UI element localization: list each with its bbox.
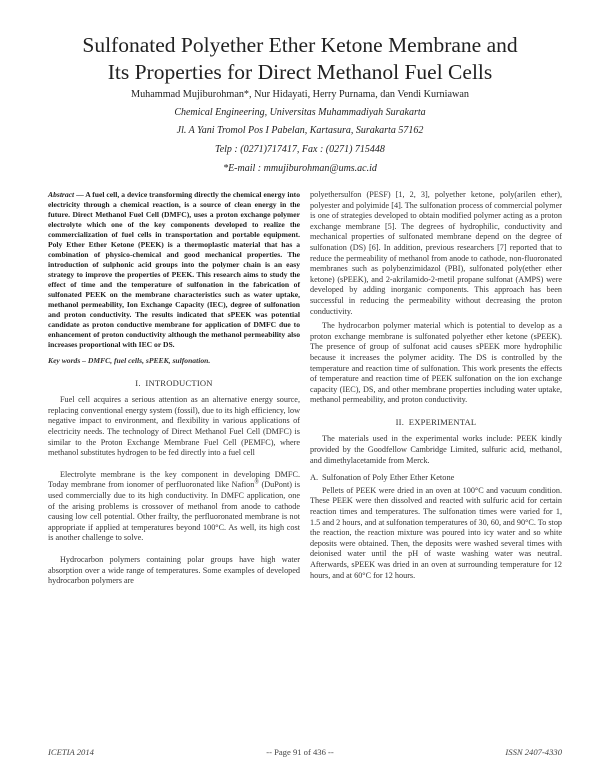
section-numeral: I. xyxy=(135,377,141,388)
subsection-heading xyxy=(310,473,562,484)
intro-paragraph-4: polyethersulfon (PESF) [1, 2, 3], polyether ketone, poly(arilen ether), polyester and polyimide [4]. The sulfonation process of commercial polymer is one of strategies developed to obtain modified polymer acting as a proton exchange membrane [5]. The degrees of hydrophilic, conductivity and mechanical properties of sulfonated membrane depend on the degree of sulfonation (DS) [6]. In addition, previous researchers [7] reported that to reduce the permeability of methanol from anode to cathode, non-fluoronated membranes such as polybenzimidazol (PBI), sulfonated poly(ether ether ketone) (sPEEK), and 2-akrilamido-2-metil propane sulfonat (AMPS) were developed by adding inorganic components. This approach has been successful in reducing the permeability without decreasing the proton conductivity. xyxy=(310,190,562,316)
subsection-letter: A. xyxy=(310,473,319,483)
intro-paragraph-2b: (DuPont) is used commercially due to its high conductivity. In DMFC application, one of the arising problems is crossover of methanol from anode to cathode causing low cell potential. Other frailty, the perfluoronated membrane is not appropriate if applied at temperatures beyond 100°C. As well, its high cost is another challenge to solve. xyxy=(48,480,301,543)
section-heading-introduction xyxy=(48,378,300,389)
right-column xyxy=(310,190,562,581)
title-line-1: Sulfonated Polyether Ether Ketone Membrane and xyxy=(82,33,518,57)
affiliation-department: Chemical Engineering, Universitas Muhammadiyah Surakarta xyxy=(174,107,426,118)
intro-paragraph-3: Hydrocarbon polymers containing polar groups have high water absorption over a wide range of temperatures. Some examples of developed hydrocarbon polymers are xyxy=(48,554,300,586)
abstract-text: — A fuel cell, a device transforming directly the chemical energy into electricity through a chemical reaction, is a source of clean energy in the future. Direct Methanol Fuel Cell (DMFC), uses a proton exchange polymer electrolyte which one of the key components developed to realize the commercialization of fuel cells in transportation and portable equipment. Poly Ether Ether Ketone (PEEK) is a thermoplastic material that has a combination of physico-chemical and good mechanical properties. The introduction of sulphonic acid groups into the polymer chain is an easy strategy to improve the properties of PEEK. This research aims to study the effect of time and the temperature of sulfonation in the fabrication of sulfonated PEEK on the membrane characteristics such as water uptake, methanol permeability, Ion Exchange Capacity (IEC), degree of sulfonation and proton conductivity. The results indicated that sPEEK was potential candidate as proton conductive membrane for application of DMFC due to enhancement of proton conductivity although the methanol permeability also increases proportional with IEC or DS. xyxy=(48,190,300,349)
left-column xyxy=(48,190,300,587)
intro-paragraph-5: The hydrocarbon polymer material which is potential to develop as a proton exchange membrane is sulfonated polyether ether ketone (sPEEK). The presence of group of sulfonat acid causes sPEEK more hydrophilic because it increases the polymer acidity. The DS is controlled by the temperature and reaction time of sulfonation. This work presents the effects of temperature and reaction time of PEEK sulfonation on the ion exchange capacity (IEC), DS, and other membrane properties including water uptake, methanol permeability, and proton conductivity. xyxy=(310,321,562,405)
affiliation-address: Jl. A Yani Tromol Pos I Pabelan, Kartasura, Surakarta 57162 xyxy=(176,125,424,136)
footer-page-number: -- Page 91 of 436 -- xyxy=(266,747,334,757)
keywords: Key words – DMFC, fuel cells, sPEEK, sulfonation. xyxy=(48,356,211,365)
affiliation-email: *E-mail : mmujiburohman@ums.ac.id xyxy=(223,163,377,174)
intro-paragraph-1: Fuel cell acquires a serious attention as an alternative energy source, replacing conventional energy system (fossil), due to its high efficiency, low negative impact to environment, and flexibility in various applications of electricity needs. The technology of Direct Methanol Fuel Cell (DMFC) is similar to the Proton Exchange Membrane Fuel Cell (PEMFC), where methanol substitutes hydrogen to be fed directly into a fuel cell xyxy=(48,395,300,458)
section-numeral: II. xyxy=(395,416,405,427)
abstract xyxy=(48,190,300,350)
affiliation-phone: Telp : (0271)717417, Fax : (0271) 715448 xyxy=(215,144,385,155)
paper-title xyxy=(30,32,570,86)
title-line-2: Its Properties for Direct Methanol Fuel Cells xyxy=(107,60,493,84)
intro-paragraph-2a: Electrolyte membrane is the key component in developing DMFC. Today membrane from ionomer of perfluoronated like Nafion xyxy=(48,469,300,490)
intro-paragraph-2 xyxy=(48,470,300,544)
section-heading-experimental xyxy=(310,417,562,428)
footer-issn: ISSN 2407-4330 xyxy=(505,747,562,757)
registered-mark: ® xyxy=(254,479,259,486)
section-title-initial: I xyxy=(145,377,149,388)
author-list: Muhammad Mujiburohman*, Nur Hidayati, Herry Purnama, dan Vendi Kurniawan xyxy=(131,89,469,100)
section-title-initial: E xyxy=(408,416,415,427)
experimental-paragraph-2: Pellets of PEEK were dried in an oven at 100°C and vacuum condition. These PEEK were then dissolved and reacted with sulfuric acid for certain reaction times and temperatures. The sulfonation times were varied for 1, 1.5 and 2 hours, and at sulfonation temperatures of 30, 60, and 90°C. To stop the reaction, the reaction mixture was poured into icy water and so white deposits were obtained. Then, the deposits were washed several times with deionised water until the pH of waste washing water was neutral. Afterwards, sPEEK was dried in an oven at surrounding temperature for 12 hours, and at 60°C for 12 hours. xyxy=(310,485,563,580)
experimental-paragraph-1: The materials used in the experimental works include: PEEK kindly provided by the Goodfellow Cambridge Limited, sulfuric acid, methanol, and dimethylacetamide from Merck. xyxy=(310,434,562,465)
section-title-rest: NTRODUCTION xyxy=(148,377,213,388)
section-title-rest: XPERIMENTAL xyxy=(414,416,477,427)
abstract-lead: Abstract xyxy=(48,190,75,199)
subsection-title: Sulfonation of Poly Ether Ether Ketone xyxy=(322,473,455,483)
footer-conference: ICETIA 2014 xyxy=(48,747,94,757)
